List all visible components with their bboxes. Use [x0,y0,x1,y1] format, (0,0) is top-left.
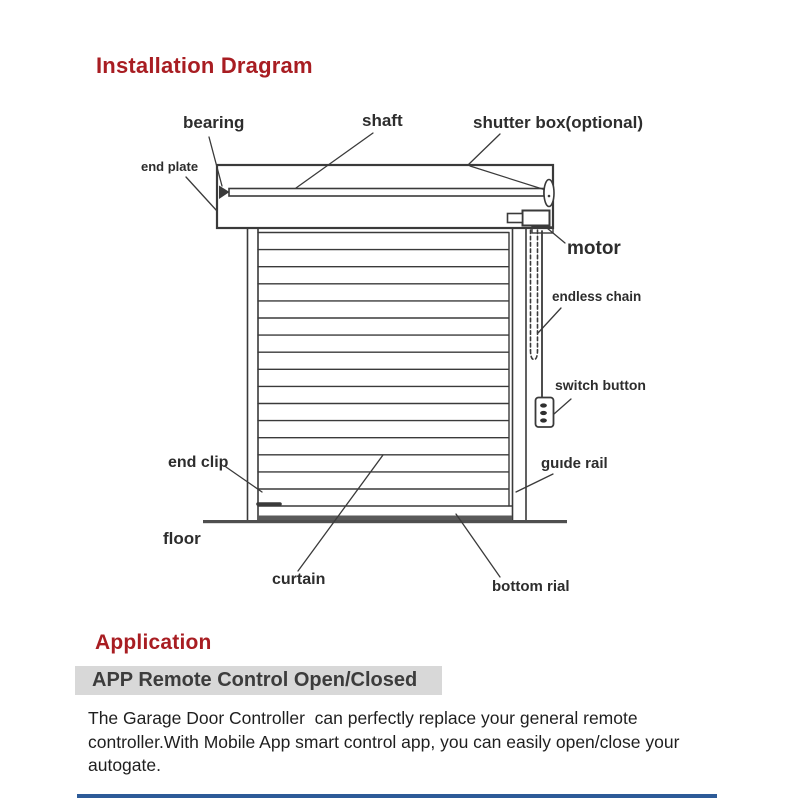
label-bottom-rail: bottom rial [492,578,570,595]
floor-line [203,520,567,523]
leader-shutter-box [468,134,500,165]
motor-body [523,211,550,226]
leader-bearing [209,137,222,186]
right-guide-rail [513,228,527,521]
application-section-title: Application [95,631,212,654]
leader-switch-button [554,399,571,414]
shaft-line [229,189,544,197]
description-line-2: controller.With Mobile App smart control app, you can easily open/close your [88,731,680,752]
motor-shaft-stub [508,214,523,223]
application-description [88,707,679,778]
leader-end-clip [226,467,262,492]
curtain-slats [258,233,509,507]
bearing-mark [219,186,230,200]
label-motor: motor [567,238,621,259]
leader-end-plate [186,177,217,211]
label-bearing: bearing [183,113,245,132]
description-line-3: autogate. [88,755,161,775]
leader-bottom-rail [456,514,500,577]
shaft-end-dot [548,195,551,198]
shaft-end-cap [544,180,554,207]
shutter-box-inner-edge [470,166,544,190]
label-end-plate: end plate [141,159,199,174]
description-line-1: The Garage Door Controller can perfectly replace your general remote [88,708,638,728]
label-shutter-box: shutter box(optional) [473,113,643,132]
endless-chain-loop [531,230,538,360]
leader-shaft [296,133,373,188]
label-endless-chain: endless chain [552,289,642,304]
bottom-divider-line [77,794,717,798]
label-switch-button: switch button [555,377,646,393]
label-guide-rail: guıde rail [541,455,608,472]
left-guide-rail [248,228,259,521]
leader-guide-rail [516,474,553,492]
switch-button-keys [540,403,547,422]
label-shaft: shaft [362,111,403,130]
leader-motor [547,228,565,243]
label-curtain: curtain [272,571,326,588]
app-remote-banner-text: APP Remote Control Open/Closed [92,669,418,691]
app-remote-banner [75,666,442,695]
label-floor: floor [163,529,201,548]
installation-section-title: Installation Dragram [96,53,313,78]
label-end-clip: end clip [168,454,229,471]
